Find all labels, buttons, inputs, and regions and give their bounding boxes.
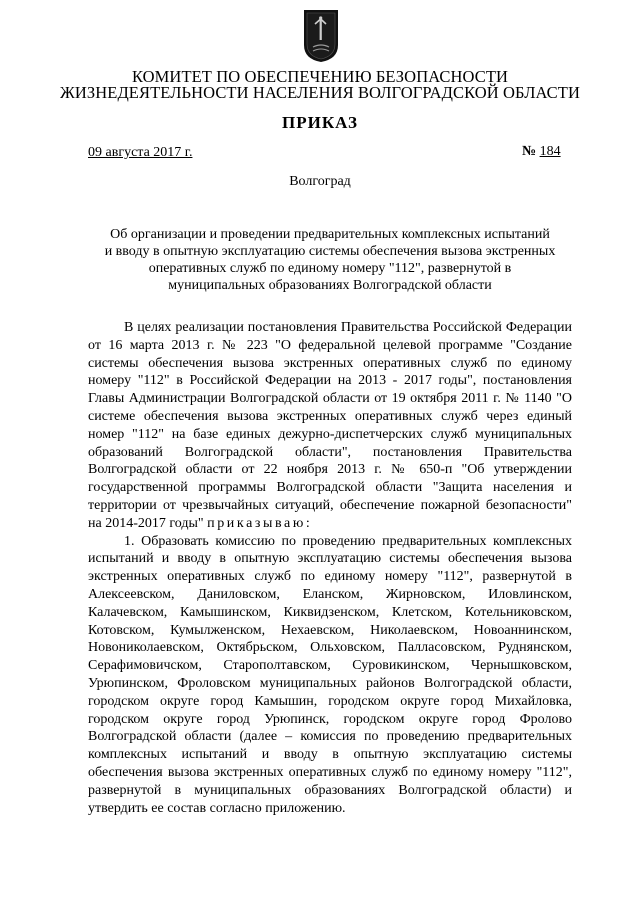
organization-line-1: КОМИТЕТ ПО ОБЕСПЕЧЕНИЮ БЕЗОПАСНОСТИ (131, 67, 509, 86)
organization-line-2: ЖИЗНЕДЕЯТЕЛЬНОСТИ НАСЕЛЕНИЯ ВОЛГОГРАДСКОЙ ОБЛАСТИ (59, 83, 580, 102)
order-word: приказываю: (207, 515, 313, 531)
order-body (88, 319, 572, 817)
document-title: ПРИКАЗ (282, 113, 358, 132)
city-name: Волгоград (289, 174, 351, 189)
order-number (522, 144, 561, 160)
order-subject (80, 226, 580, 294)
subject-line-4: муниципальных образованиях Волгоградской области (168, 278, 492, 293)
subject-line-2: и вводу в опытную эксплуатацию системы обеспечения вызова экстренных (104, 244, 556, 259)
preamble-paragraph (88, 319, 572, 533)
order-date: 09 августа 2017 г. (88, 145, 193, 160)
subject-line-3: оперативных служб по единому номеру "112", развернутой в (148, 261, 512, 276)
coat-of-arms-emblem (302, 7, 340, 63)
clause-1-paragraph: 1. Образовать комиссию по проведению предварительных комплексных испытаний и вводу в опытную эксплуатацию системы обеспечения вызова экстренных оперативных служб по единому номеру "112", развернутой в Алексеевском, Даниловском, Еланском, Жирновском, Иловлинском, Калачевском, Камышинском, Киквидзенском, Клетском, Котельниковском, Котовском, Кумылженском, Нехаевском, Николаевском, Новоаннинском, Новониколаевском, Октябрьском, Ольховском, Палласовском, Руднянском, Серафимовичском, Старополтавском, Суровикинском, Чернышковском, Урюпинском, Фроловском муниципальных районов Волгоградской области, городском округе город Камышин, городском округе город Михайловка, городском округе город Урюпинск, городском округе город Фролово Волгоградской области (далее – комиссия по проведению предварительных комплексных испытаний и вводу в опытную эксплуатацию системы обеспечения вызова экстренных оперативных служб по единому номеру "112", развернутой в муниципальных образованиях Волгоградской области) и утвердить ее состав согласно приложению. (88, 533, 572, 816)
organization-name (40, 69, 600, 101)
number-value: 184 (539, 144, 561, 159)
subject-line-1: Об организации и проведении предварительных комплексных испытаний (110, 227, 550, 242)
volgograd-coat-of-arms-icon (302, 7, 340, 63)
number-sign: № (522, 144, 537, 159)
preamble-text: В целях реализации постановления Правительства Российской Федерации от 16 марта 2013 г. № 223 "О федеральной целевой программе "Создание системы обеспечения вызова экстренных оперативных служб по единому номеру "112" в Российской Федерации на 2013 - 2017 годы", постановления Главы Администрации Волгоградской области от 19 октября 2011 г. № 1140 "О системе обеспечения вызова экстренных оперативных служб через единый номер "112" на базе единых дежурно-диспетчерских служб муниципальных образований Волгоградской области", постановления Правительства Волгоградской области от 22 ноября 2013 г. № 650-п "Об утверждении государственной программы Волгоградской области "Защита населения и территории от чрезвычайных ситуаций, обеспечение пожарной безопасности" на 2014-2017 годы" (88, 320, 572, 531)
